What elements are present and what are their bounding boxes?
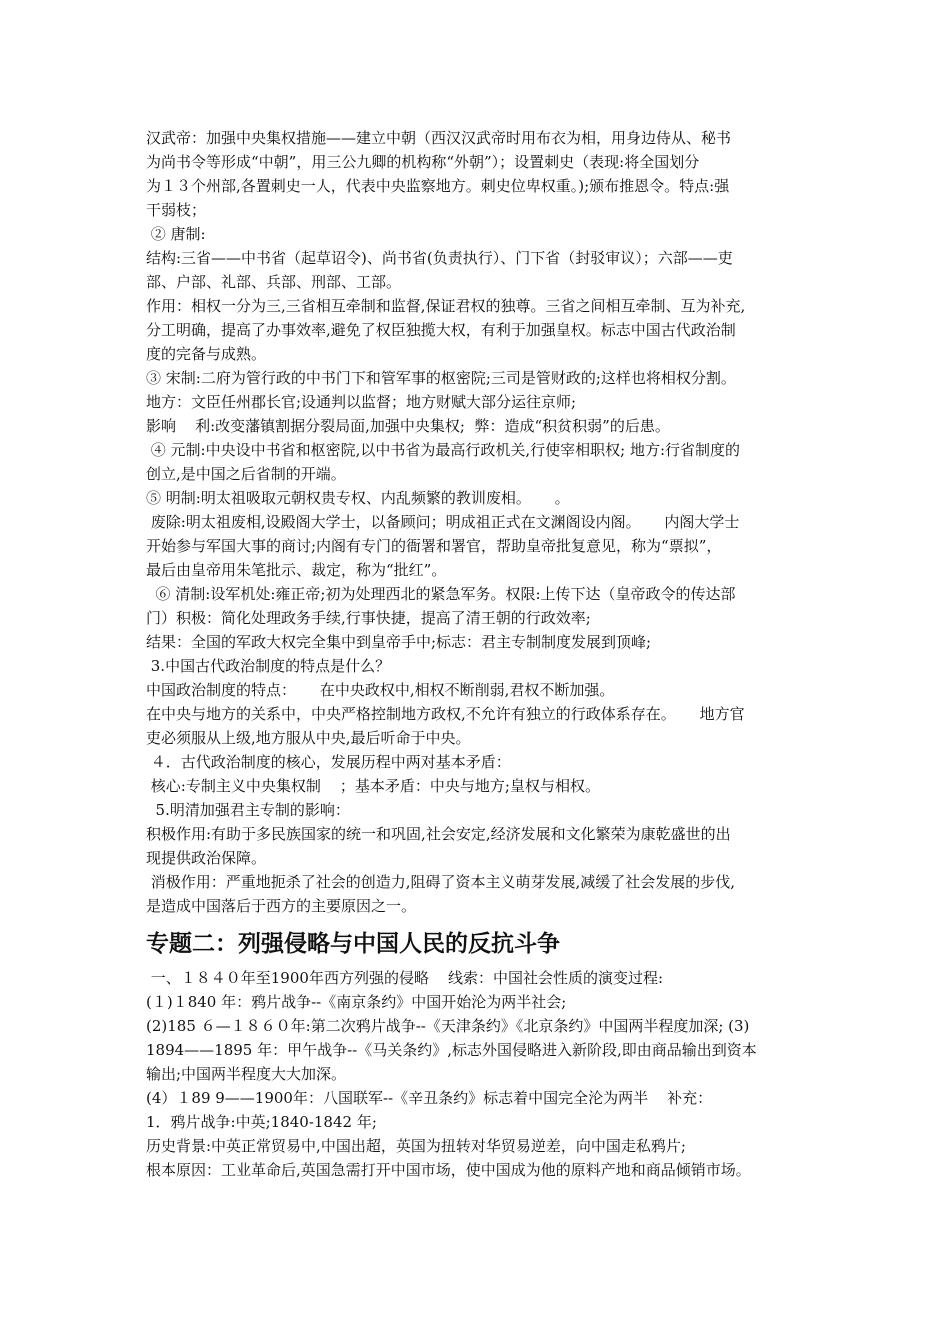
text-line: 影响 利:改变藩镇割据分裂局面,加强中央集权; 弊：造成“积贫积弱”的后患。 <box>146 417 670 435</box>
text-line: 作用：相权一分为三,三省相互牵制和监督,保证君权的独尊。三省之间相互牵制、互为补充, <box>146 297 746 315</box>
text-line: 一、１８４０年至1900年西方列强的侵略 线索：中国社会性质的演变过程: <box>146 969 664 987</box>
text-line: 最后由皇帝用朱笔批示、裁定，称为“批红”。 <box>146 561 447 579</box>
text-line: 是造成中国落后于西方的主要原因之一。 <box>146 897 417 915</box>
text-line: 地方：文臣任州郡长官;设通判以监督；地方财赋大部分运往京师; <box>146 393 577 411</box>
text-line: (2)185 ６—１８６０年:第二次鸦片战争--《天津条约》《北京条约》中国两半程度加深; (3) <box>146 1017 750 1035</box>
text-line: 为尚书令等形成“中朝”，用三公九卿的机构称“外朝”）；设置刺史（表现:将全国划分 <box>146 153 700 171</box>
text-line: 结果：全国的军政大权完全集中到皇帝手中;标志：君主专制制度发展到顶峰; <box>146 633 652 651</box>
text-line: 结构:三省——中书省（起草诏令)、尚书省(负责执行）、门下省（封驳审议）；六部——吏 <box>146 249 733 267</box>
text-line: 部、户部、礼部、兵部、刑部、工部。 <box>146 273 402 291</box>
text-line: 汉武帝：加强中央集权措施——建立中朝（西汉汉武帝时用布衣为相，用身边侍从、秘书 <box>146 129 732 147</box>
text-line: 在中央与地方的关系中，中央严格控制地方政权,不允许有独立的行政体系存在。 地方官 <box>146 705 745 723</box>
text-line: 分工明确，提高了办事效率,避免了权臣独揽大权，有利于加强皇权。标志中国古代政治制 <box>146 321 736 339</box>
text-line: 现提供政治保障。 <box>146 849 267 867</box>
section-heading: 专题二：列强侵略与中国人民的反抗斗争 <box>146 931 560 957</box>
text-line: 废除:明太祖废相,设殿阁大学士，以备顾问；明成祖正式在文渊阁设内阁。 内阁大学士 <box>146 513 740 531</box>
text-line: 积极作用:有助于多民族国家的统一和巩固,社会安定,经济发展和文化繁荣为康乾盛世的出 <box>146 825 731 843</box>
section-body-political-systems <box>146 126 822 918</box>
text-line: 根本原因：工业革命后,英国急需打开中国市场，使中国成为他的原料产地和商品倾销市场。 <box>146 1161 751 1179</box>
text-line: 吏必须服从上级,地方服从中央,最后听命于中央。 <box>146 729 471 747</box>
text-line: ③ 宋制:二府为管行政的中书门下和管军事的枢密院;三司是管财政的;这样也将相权分割。 <box>146 369 736 387</box>
text-line: ⑤ 明制:明太祖吸取元朝权贵专权、内乱频繁的教训废相。 。 <box>146 489 570 507</box>
text-line: 干弱枝； <box>146 201 207 219</box>
document-page <box>146 126 822 1182</box>
text-line: 中国政治制度的特点： 在中央政权中,相权不断削弱,君权不断加强。 <box>146 681 615 699</box>
text-line: ⑥ 清制:设军机处:雍正帝;初为处理西北的紧急军务。权限:上传下达（皇帝政令的传达部 <box>146 585 736 603</box>
text-line: (4）１89 9——1900年：八国联军--《辛丑条约》标志着中国完全沦为两半 补充： <box>146 1089 713 1107</box>
text-line: 3.中国古代政治制度的特点是什么？ <box>146 657 391 675</box>
text-line: ４．古代政治制度的核心，发展历程中两对基本矛盾： <box>146 753 511 771</box>
text-line: ② 唐制: <box>146 225 206 243</box>
text-line: 消极作用：严重地扼杀了社会的创造力,阻碍了资本主义萌芽发展,减缓了社会发展的步伐, <box>146 873 736 891</box>
text-line: 5.明清加强君主专制的影响： <box>146 801 350 819</box>
text-line: 历史背景:中英正常贸易中,中国出超，英国为扭转对华贸易逆差，向中国走私鸦片; <box>146 1137 686 1155</box>
text-line: 核心:专制主义中央集权制 ；基本矛盾：中央与地方;皇权与相权。 <box>146 777 600 795</box>
text-line: 门）积极：简化处理政务手续,行事快捷，提高了清王朝的行政效率; <box>146 609 591 627</box>
text-line: 1．鸦片战争:中英;1840-1842 年; <box>146 1113 377 1131</box>
text-line: 输出;中国两半程度大大加深。 <box>146 1065 347 1083</box>
text-line: 1894——1895 年：甲午战争--《马关条约》,标志外国侵略进入新阶段,即由商品输出到资本 <box>146 1041 757 1059</box>
text-line: ④ 元制:中央设中书省和枢密院,以中书省为最高行政机关,行使宰相职权; 地方:行省制度的 <box>146 441 741 459</box>
text-line: (１)１840 年：鸦片战争--《南京条约》中国开始沦为两半社会; <box>146 993 567 1011</box>
text-line: 为１３个州部,各置刺史一人，代表中央监察地方。刺史位卑权重。);颁布推恩令。特点:强 <box>146 177 730 195</box>
text-line: 度的完备与成熟。 <box>146 345 267 363</box>
text-line: 开始参与军国大事的商讨;内阁有专门的衙署和署官，帮助皇帝批复意见，称为“票拟”， <box>146 537 722 555</box>
text-line: 创立,是中国之后省制的开端。 <box>146 465 346 483</box>
section-body-foreign-aggression <box>146 966 822 1182</box>
